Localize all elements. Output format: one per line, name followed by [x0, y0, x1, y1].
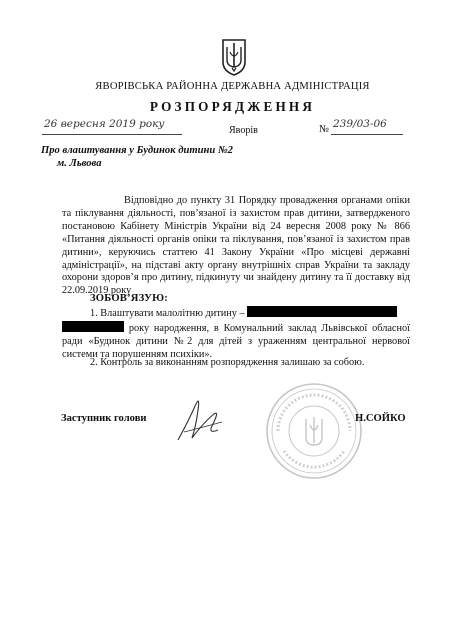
directive-heading: ЗОБОВ’ЯЗУЮ:: [90, 293, 169, 304]
handwritten-signature: [170, 392, 230, 452]
document-subject: [41, 144, 281, 170]
number-underline: [331, 134, 403, 135]
number-label: №: [319, 124, 330, 135]
handwritten-number: 239/03-06: [333, 118, 387, 130]
redacted-child-name: [247, 306, 397, 317]
place-of-issue: Яворів: [229, 125, 258, 136]
signatory-name: Н.СОЙКО: [355, 413, 406, 424]
main-paragraph: Відповідно до пункту 31 Порядку провадження органами опіки та піклування діяльності, пов’язаної із захистом прав дитини, затвердженого постановою Кабінету Міністрів України від 24 вересня 2008 року № 866 «Питання діяльності органів опіки та піклування, пов’язаної із захистом прав дитини», керуючись статтею 41 Закону України «Про місцеві державні адміністрації», на підставі акту органу внутрішніх справ України та закладу охорони здоров’я про дитину, підкинуту чи знайдену дитину та її доставку від 22.09.2019 року: [62, 195, 410, 297]
official-round-seal: [264, 381, 364, 481]
subject-line-2: м. Львова: [57, 158, 102, 169]
item-1-text-end: року народження, в Комунальний заклад Львівської обласної ради «Будинок дитини №2 для дітей з ураженням центральної нервової системи та порушенням психіки».: [62, 322, 410, 360]
subject-line-1: Про влаштування у Будинок дитини №2: [41, 145, 233, 156]
trident-coat-of-arms-icon: [221, 38, 247, 76]
signatory-title: Заступник голови: [61, 413, 147, 424]
item-2: 2. Контроль за виконанням розпорядження залишаю за собою.: [90, 357, 365, 368]
item-1-text-start: 1. Влаштувати малолітню дитину –: [90, 308, 245, 319]
date-underline: [42, 134, 182, 135]
organization-name: ЯВОРІВСЬКА РАЙОННА ДЕРЖАВНА АДМІНІСТРАЦІЯ: [95, 81, 370, 92]
redacted-birth-date: [62, 321, 124, 332]
document-type-title: РОЗПОРЯДЖЕННЯ: [149, 99, 316, 114]
item-1: [62, 306, 410, 362]
handwritten-date: 26 вересня 2019 року: [44, 118, 165, 130]
